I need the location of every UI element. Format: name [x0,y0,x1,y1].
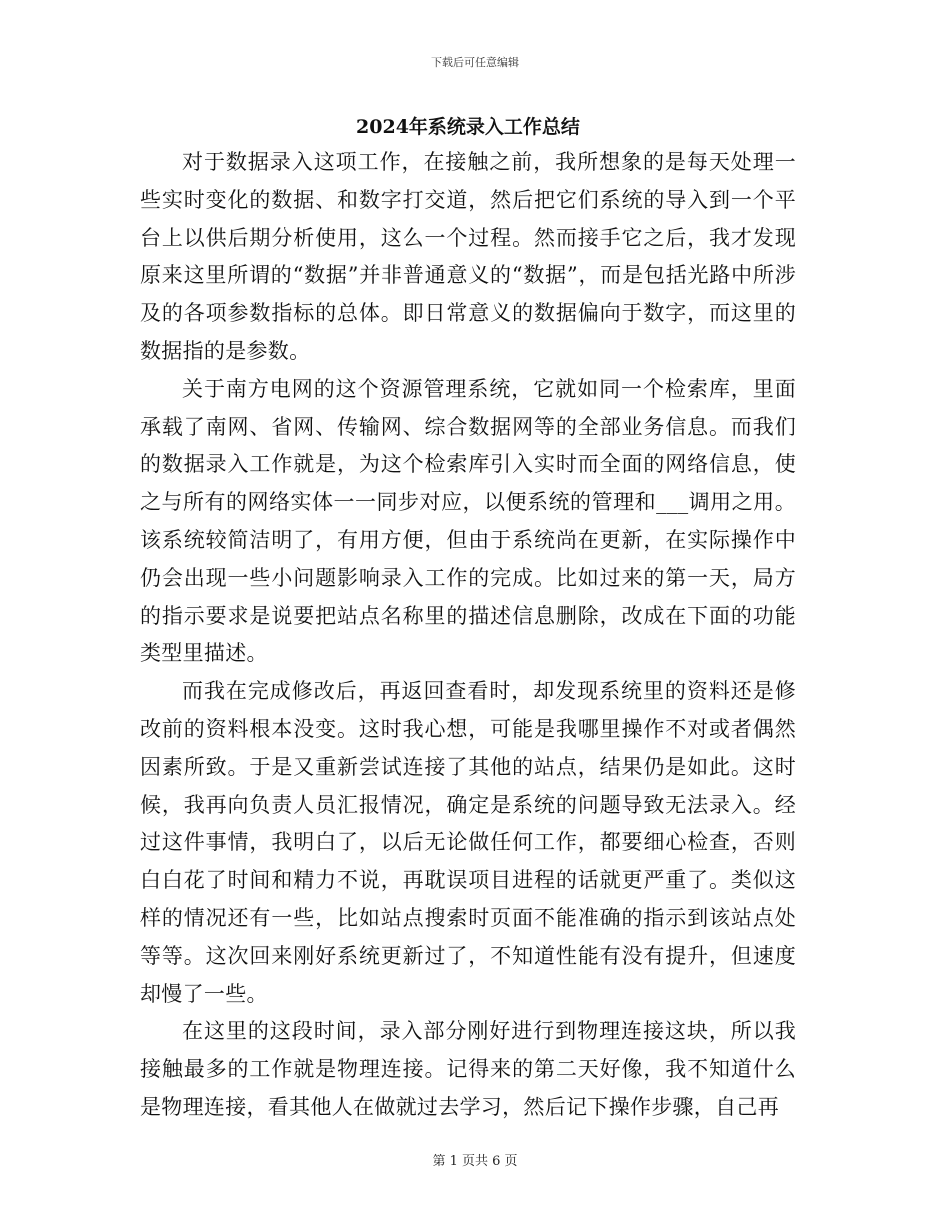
paragraph-3: 而我在完成修改后，再返回查看时，却发现系统里的资料还是修改前的资料根本没变。这时我心想，可能是我哪里操作不对或者偶然因素所致。于是又重新尝试连接了其他的站点，结果仍是如此。这时候，我再向负责人员汇报情况，确定是系统的问题导致无法录入。经过这件事情，我明白了，以后无论做任何工作，都要细心检查，否则白白花了时间和精力不说，再耽误项目进程的话就更严重了。类似这样的情况还有一些，比如站点搜索时页面不能准确的指示到该站点处等等。这次回来刚好系统更新过了，不知道性能有没有提升，但速度却慢了一些。 [140,679,796,1006]
document-body [140,144,796,1127]
document-title: 2024年系统录入工作总结 [356,116,580,138]
paragraph-1: 对于数据录入这项工作，在接触之前，我所想象的是每天处理一些实时变化的数据、和数字打交道，然后把它们系统的导入到一个平台上以供后期分析使用，这么一个过程。然而接手它之后，我才发现原来这里所谓的“数据”并非普通意义的“数据”，而是包括光路中所涉及的各项参数指标的总体。即日常意义的数据偏向于数字，而这里的数据指的是参数。 [140,150,796,363]
paragraph-4: 在这里的这段时间，录入部分刚好进行到物理连接这块，所以我接触最多的工作就是物理连接。记得来的第二天好像，我不知道什么是物理连接，看其他人在做就过去学习，然后记下操作步骤，自己再 [140,1019,796,1119]
paragraph-2: 关于南方电网的这个资源管理系统，它就如同一个检索库，里面承载了南网、省网、传输网、综合数据网等的全部业务信息。而我们的数据录入工作就是，为这个检索库引入实时而全面的网络信息，使之与所有的网络实体一一同步对应，以便系统的管理和___调用之用。该系统较简洁明了，有用方便，但由于系统尚在更新，在实际操作中仍会出现一些小问题影响录入工作的完成。比如过来的第一天，局方的指示要求是说要把站点名称里的描述信息删除，改成在下面的功能类型里描述。 [140,376,796,666]
header-note: 下载后可任意编辑 [431,56,519,69]
page-number: 第 1 页共 6 页 [432,1154,518,1169]
